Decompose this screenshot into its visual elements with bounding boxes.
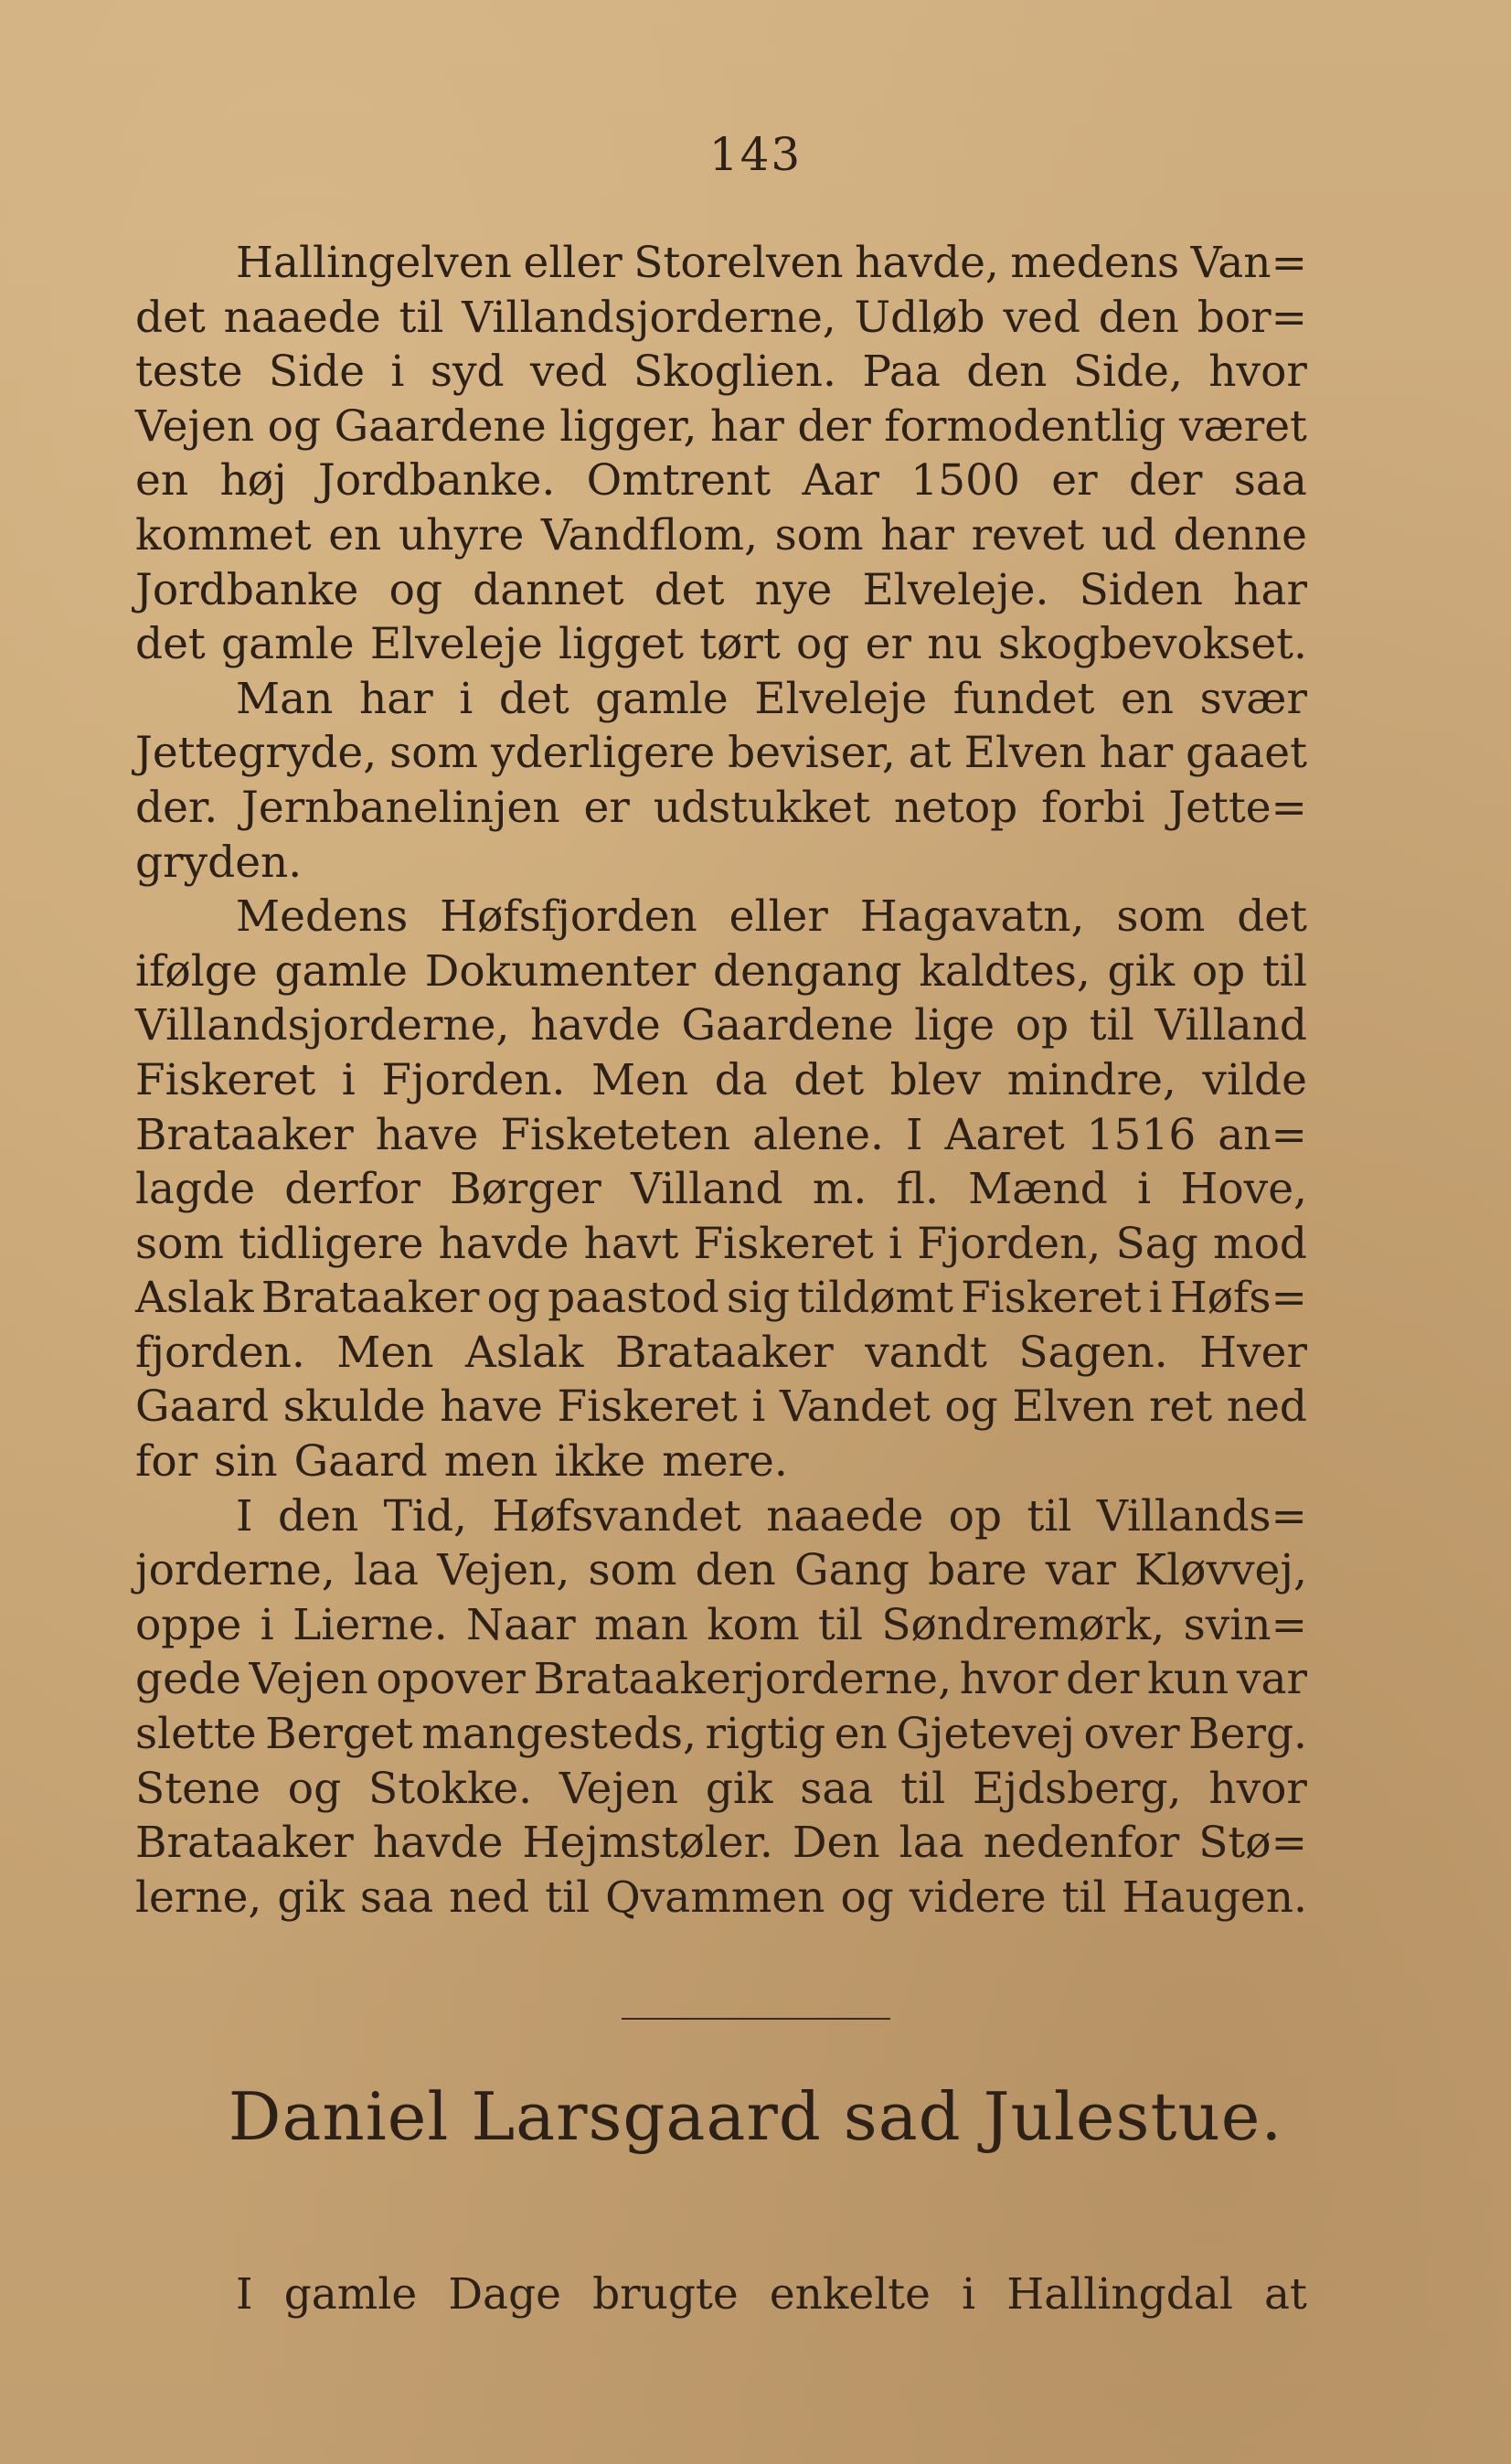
text-line: gryden. xyxy=(135,837,303,888)
text-line: jorderne, laa Vejen, som den Gang bare var Kløvvej, xyxy=(135,1545,1307,1596)
text-line: der. Jernbanelinjen er udstukket netop forbi Jette= xyxy=(135,782,1307,833)
text-line: lerne, gik saa ned til Qvammen og videre til Haugen. xyxy=(135,1872,1307,1923)
section-divider xyxy=(622,2018,890,2020)
text-line: for sin Gaard men ikke mere. xyxy=(135,1436,788,1488)
text-line: Stene og Stokke. Vejen gik saa til Ejdsberg, hvor xyxy=(135,1763,1307,1814)
text-line: som tidligere havde havt Fiskeret i Fjorden, Sag mod xyxy=(135,1218,1307,1269)
text-line: det naaede til Villandsjorderne, Udløb ved den bor= xyxy=(135,292,1307,343)
text-line: Jettegryde, som yderligere beviser, at Elven har gaaet xyxy=(135,728,1307,779)
page-number: 143 xyxy=(708,128,803,181)
text-line: oppe i Lierne. Naar man kom til Søndremørk, svin= xyxy=(135,1599,1307,1650)
body-text xyxy=(135,236,1307,1925)
text-line: fjorden. Men Aslak Brataaker vandt Sagen. Hver xyxy=(135,1327,1307,1378)
text-line: Hallingelven eller Storelven havde, medens Van= xyxy=(236,238,1307,288)
text-line: Man har i det gamle Elveleje fundet en svær xyxy=(236,673,1307,724)
text-line: Jordbanke og dannet det nye Elveleje. Siden har xyxy=(135,564,1307,615)
text-line: Fiskeret i Fjorden. Men da det blev mindre, vilde xyxy=(135,1054,1307,1105)
text-line: teste Side i syd ved Skoglien. Paa den Side, hvor xyxy=(135,347,1307,398)
text-line: gede Vejen opover Brataakerjorderne, hvor der kun var xyxy=(135,1654,1307,1705)
text-line: det gamle Elveleje ligget tørt og er nu skogbevokset. xyxy=(135,619,1307,670)
text-line: Gaard skulde have Fiskeret i Vandet og Elven ret ned xyxy=(135,1381,1307,1433)
text-line: Villandsjorderne, havde Gaardene lige op til Villand xyxy=(135,1000,1307,1051)
text-line: lagde derfor Børger Villand m. fl. Mænd i Hove, xyxy=(135,1164,1307,1215)
text-line: slette Berget mangesteds, rigtig en Gjetevej over Berg. xyxy=(135,1709,1307,1760)
text-line: kommet en uhyre Vandflom, som har revet ud denne xyxy=(135,509,1307,560)
section-heading: Daniel Larsgaard sad Julestue. xyxy=(228,2078,1283,2155)
text-line: Medens Høfsfjorden eller Hagavatn, som det xyxy=(236,891,1307,943)
text-line: Brataaker have Fisketeten alene. I Aaret 1516 an= xyxy=(135,1109,1307,1160)
text-line: Vejen og Gaardene ligger, har der formodentlig været xyxy=(135,400,1307,452)
text-line: Aslak Brataaker og paastod sig tildømt Fiskeret i Høfs= xyxy=(135,1273,1307,1324)
section-first-line: I gamle Dage brugte enkelte i Hallingdal at xyxy=(236,2269,1307,2320)
text-line: en høj Jordbanke. Omtrent Aar 1500 er der saa xyxy=(135,455,1307,507)
text-line: I den Tid, Høfsvandet naaede op til Villands= xyxy=(236,1490,1307,1541)
text-line: ifølge gamle Dokumenter dengang kaldtes, gik op til xyxy=(135,945,1307,997)
text-line: Brataaker havde Hejmstøler. Den laa nedenfor Stø= xyxy=(135,1818,1307,1869)
